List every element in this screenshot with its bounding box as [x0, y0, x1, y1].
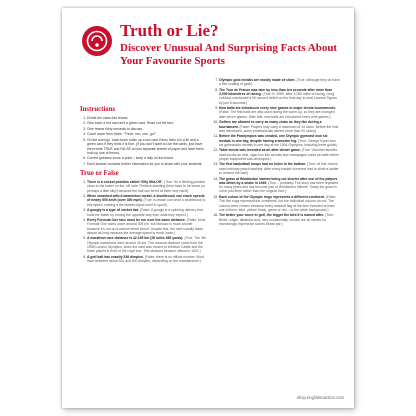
page-subtitle: Discover Unusual And Surprising Facts About Your Favourite Sports [120, 42, 338, 67]
instruction-item: 3. Give teams thirty seconds to discuss. [87, 127, 206, 131]
instructions-list [80, 116, 206, 166]
facts-list-right [212, 78, 340, 226]
logo-mark-icon [82, 26, 112, 56]
fact-explanation: (True: In 1989, after 3,285 miles of racing, Greg LeMond overturned a 50-second deficit on the final day to beat Laurent Fignon by just 8 seconds.) [219, 92, 337, 105]
logo [82, 26, 112, 56]
fact-item [219, 78, 340, 87]
fact-explanation: (False: Most Formula One races cover around 305 km, but Monaco is much shorter because it’s run on a narrow street circuit. Despite this, the race usually takes almost as long because the average speed is much lower.) [87, 218, 206, 235]
fact-statement: Before the Paralympics was created, one Olympic gymnast won six medals in one day, despite having a wooden leg. [219, 134, 328, 143]
fact-statement: A golf ball has exactly 336 dimples. [87, 254, 144, 259]
fact-item [87, 236, 206, 253]
fact-explanation: (True: although they do have a thin coating of gold!) [219, 78, 340, 87]
fact-explanation: (True: Victorian families used books as nets, cigar box lids as bats and champagne corks as balls before proper equipment was developed.) [219, 148, 340, 161]
fact-item [87, 255, 206, 264]
fact-item [219, 106, 340, 119]
instruction-item: 7. Each answer contains further information for you to share with your students. [87, 162, 206, 166]
fact-item [87, 194, 206, 207]
fact-explanation: (True: Birdie, eagle, albatross and, very occasionally, condor are all names for increasingly impressive scores below par.) [219, 213, 335, 226]
left-column [80, 106, 206, 265]
fact-explanation: (False: A googly is a spinning delivery that fools the batter by turning the opposite way from what they expect.) [87, 208, 203, 217]
instruction-item: 1. Divide the class into teams. [87, 116, 206, 120]
page-title: Truth or Lie? [120, 21, 219, 40]
fact-statement: Golfers are allowed to carry as many clubs as they like during a tournament. [219, 120, 322, 129]
fact-statement: A googly is a type of cricket bat. [87, 208, 139, 213]
fact-statement: A marathon race distance is 42.195 km (26 miles 385 yards). [87, 236, 184, 241]
fact-statement: When smashed with a badminton racket, a shuttlecock can reach speeds of nearly 500 km/h (over 300 mph). [87, 194, 205, 203]
fact-explanation: (True: A smash can send a shuttlecock to this speed, making it the fastest object used in sport!) [87, 198, 206, 207]
fact-item [219, 213, 340, 226]
right-column [212, 78, 340, 227]
fact-statement: Table tennis was invented as an after dinner game. [219, 148, 301, 153]
instruction-item: 5. On the word go, each team holds up a red card if they think it is a lie and a green card if they think it is true. (If you don’t want to use the cards, just have them write TRUE and FALSE on two separate sheets of paper and have them hold up one of these). [87, 138, 206, 155]
fact-explanation: (True: George Eyser won six gymnastics medals in one day at the 1904 Olympics, including three golds!) [219, 138, 338, 147]
fact-statement: Each colour of the Olympic rings represents a different continent. [219, 194, 325, 199]
fact-statement: There is a cricket position called ‘Silly Mid-Off’. [87, 180, 163, 185]
fact-item [219, 148, 340, 161]
instruction-item: 4. Count down from three: “Three, two, one, go!” [87, 132, 206, 136]
fact-statement: Every Formula One race must be run over the same distance. [87, 218, 186, 223]
fact-explanation: (True: The ‘life Olympic marathons were around 40 km. The unusual distance came from the 1908 London Olympics, when the start was moved to Windsor Castle and the finish placed in front of the royal box. This distance became official in 1921.) [87, 236, 206, 254]
true-false-heading: True or False [80, 170, 119, 178]
fact-item [87, 180, 206, 193]
fact-statement: The Tour de France was won by less than ten seconds after more than 3,000 kilometres of racing. [219, 87, 333, 97]
instruction-item: 2. Give each a red card and a green card. Read out the fact. [87, 121, 206, 125]
fact-explanation: (True: It’s a fielding position close to the batter on the ‘off’ side. Fielders standing there have to be brave (or perhaps a little silly!) because the ball can be hit at them very hard!) [87, 180, 206, 193]
fact-explanation: (True: At first, teams used ordinary peach baskets. After every basket someone had to climb a ladder to retrieve the ball!) [219, 162, 339, 176]
fact-item [219, 134, 340, 147]
fact-statement: The first basketball hoops had no holes in the bottom. [219, 162, 307, 167]
fact-explanation: (False: The five rings represent the continents, but the individual colours do not. The colours were chosen because every national flag at the time included at least one of them: blue, yellow, black, green or red – or the white background.) [219, 194, 337, 212]
footer-url: shop.englishtoaction.com [296, 395, 344, 400]
fact-item [219, 120, 340, 133]
facts-list-left [80, 180, 206, 263]
fact-item [87, 218, 206, 235]
fact-statement: New balls are introduced every nine games in major tennis tournaments. [219, 106, 337, 111]
fact-item [219, 88, 340, 105]
fact-item [219, 162, 340, 175]
instruction-item: 6. Correct guesses score a point – keep a tally on the board. [87, 156, 206, 160]
fact-explanation: (False: The first balls are also used during the warm-up, so they are changed after seven games. After that, new balls are introduced every nine games.) [219, 110, 335, 119]
fact-item [219, 177, 340, 194]
fact-explanation: (False: there is no official number. Most have between about 300 and 500 dimples, depending on the manufacturer.) [87, 254, 204, 264]
fact-explanation: (True – probably! The story has been repeated for many years and has become part of Wimbledon folklore. Today the grass is cut to just 8mm rather than the original 2cm.) [219, 180, 339, 194]
fact-statement: The better your score in golf, the bigger the bird it is named after. [219, 213, 325, 218]
worksheet-page [62, 8, 354, 408]
fact-statement: Olympic gold medals are mostly made of silver. [219, 78, 296, 82]
fact-explanation: (False: Players may carry a maximum of 14 clubs. Before the limit was introduced, some professionals carried more than 20 clubs!) [219, 124, 339, 133]
fact-statement: The grass at Wimbledon started being cut shorter after one of the players was bitten by a snake in 1949. [219, 176, 338, 185]
fact-item [87, 208, 206, 217]
instructions-heading: Instructions [80, 106, 116, 113]
fact-item [219, 195, 340, 212]
